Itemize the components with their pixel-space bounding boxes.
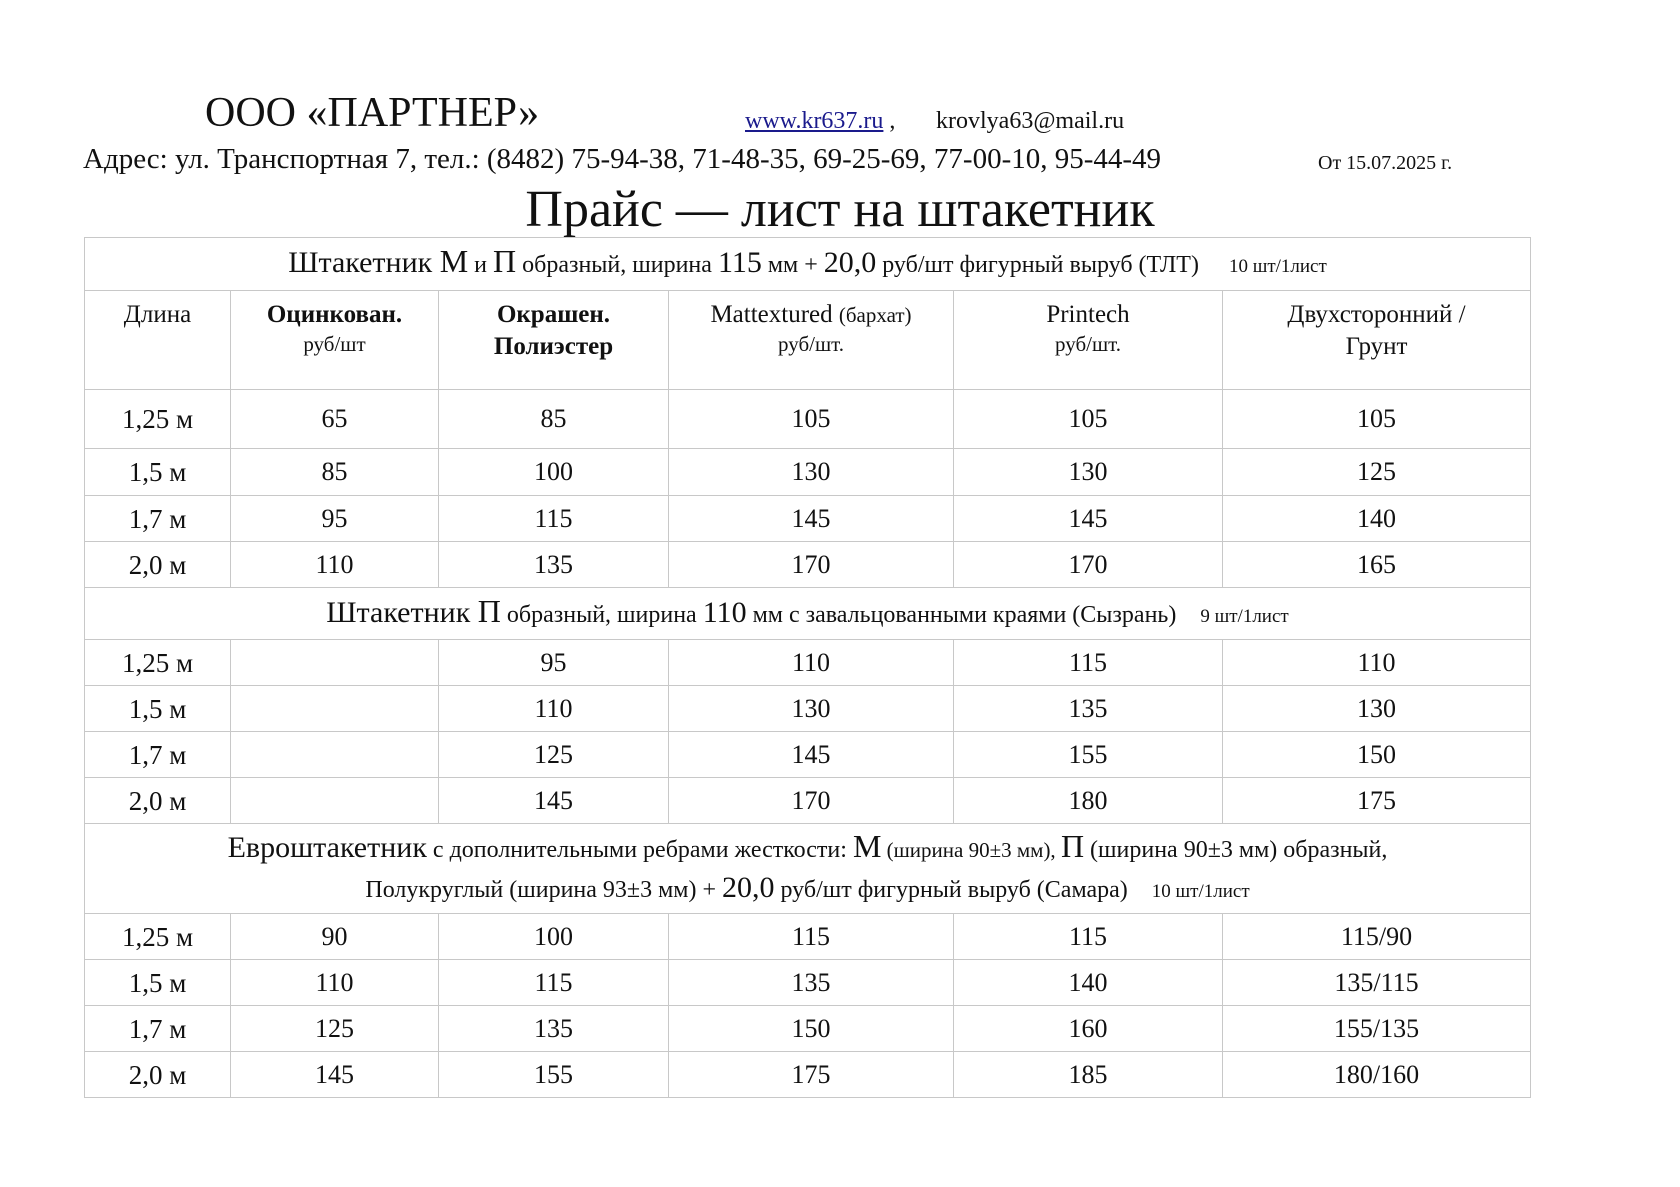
company-name: ООО «ПАРТНЕР» [205, 90, 540, 136]
column-header-row [85, 291, 1531, 390]
section-1-title: Штакетник М и П образный, ширина 115 мм + 20,0 руб/шт фигурный выруб (ТЛТ) 10 шт/1лист [85, 238, 1531, 291]
col-painted: Окрашен. Полиэстер [439, 291, 669, 390]
price-date: От 15.07.2025 г. [1318, 152, 1453, 174]
section-1-header [85, 238, 1531, 291]
table-row: 1,7 м 125 145 155 150 [85, 732, 1531, 778]
section-2-header [85, 588, 1531, 640]
table-row: 1,5 м 110 115 135 140 135/115 [85, 960, 1531, 1006]
table-row: 1,25 м 95 110 115 110 [85, 640, 1531, 686]
email: krovlya63@mail.ru [936, 108, 1125, 134]
col-length: Длина [85, 291, 231, 390]
table-row: 1,5 м 110 130 135 130 [85, 686, 1531, 732]
table-row: 2,0 м 110 135 170 170 165 [85, 542, 1531, 588]
table-row: 2,0 м 145 170 180 175 [85, 778, 1531, 824]
page-title: Прайс — лист на штакетник [525, 181, 1155, 238]
table-row: 1,25 м 65 85 105 105 105 [85, 390, 1531, 449]
website [745, 106, 895, 136]
table-row: 1,7 м 125 135 150 160 155/135 [85, 1006, 1531, 1052]
table-row: 1,7 м 95 115 145 145 140 [85, 496, 1531, 542]
table-row: 2,0 м 145 155 175 185 180/160 [85, 1052, 1531, 1098]
website-link[interactable]: www.kr637.ru [745, 108, 884, 134]
section-2-title: Штакетник П образный, ширина 110 мм с завальцованными краями (Сызрань) 9 шт/1лист [85, 588, 1531, 640]
price-table [84, 237, 1531, 1098]
section-3-header [85, 824, 1531, 914]
section-3-title: Евроштакетник с дополнительными ребрами жесткости: М (ширина 90±3 мм), П (ширина 90±3 мм) образный, Полукруглый (ширина 93±3 мм) + 20,0 руб/шт фигурный выруб (Самара) 10 шт/1лист [85, 824, 1531, 914]
col-printech: Printech руб/шт. [954, 291, 1223, 390]
address: Адрес: ул. Транспортная 7, тел.: (8482) 75-94-38, 71-48-35, 69-25-69, 77-00-10, 95-44-49 [83, 143, 1162, 175]
table-row: 1,25 м 90 100 115 115 115/90 [85, 914, 1531, 960]
separator: , [889, 108, 896, 134]
col-double-sided: Двухсторонний / Грунт [1223, 291, 1531, 390]
col-galvanized: Оцинкован. руб/шт [231, 291, 439, 390]
col-mattextured: Mattextured (бархат) руб/шт. [669, 291, 954, 390]
table-row: 1,5 м 85 100 130 130 125 [85, 449, 1531, 496]
